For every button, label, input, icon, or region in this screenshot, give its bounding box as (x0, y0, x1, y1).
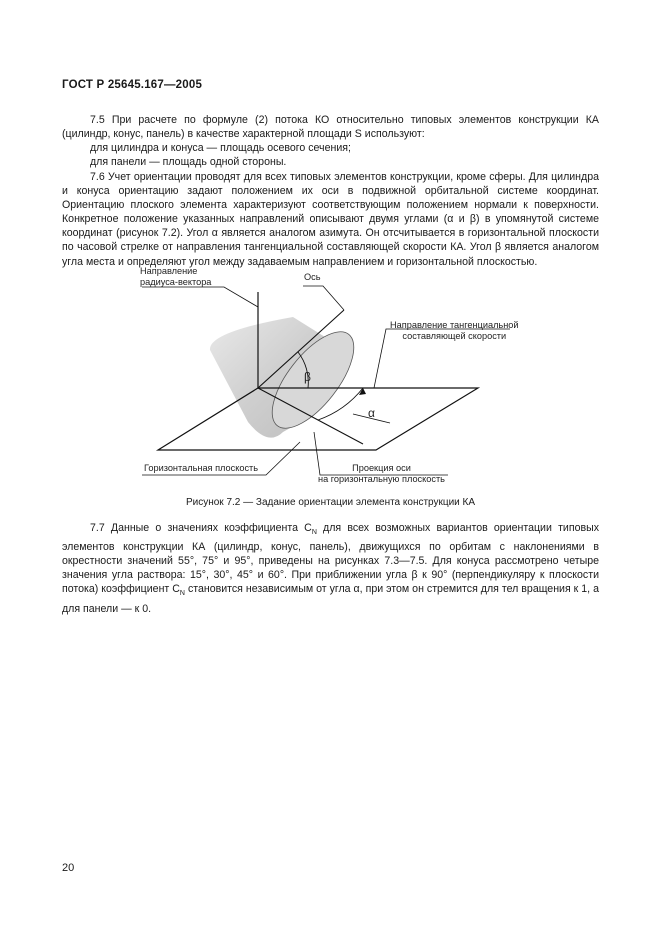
section-7-5 (62, 113, 599, 169)
label-axis: Ось (304, 272, 321, 282)
section-7-6 (62, 170, 599, 269)
leader-axis (303, 286, 344, 310)
list-item-panel: для панели — площадь одной стороны. (90, 156, 287, 169)
label-axis-projection: Проекция оси на горизонтальную плоскость (318, 463, 445, 484)
paragraph-7-6: 7.6 Учет ориентации проводят для всех типовых элементов конструкции, кроме сферы. Для цилиндра и конуса ориентацию задают положением их оси в подвижной орбитальной системе координат. Ориентацию плоского элемента характеризуют соответствующим положением нормали к поверхности. Конкретное положение указанных направлений описывают двумя углами (α и β) в упомянутой системе координат (рисунок 7.2). Угол α является аналогом азимута. Он отсчитывается в горизонтальной плоскости по часовой стрелке от направления тангенциальной составляющей скорости КА. Угол β является аналогом угла места и определяют угол между задаваемым направлением и горизонтальной плоскостью. (62, 171, 599, 268)
label-beta: β (304, 370, 311, 384)
paragraph-7-5: 7.5 При расчете по формуле (2) потока КО относительно типовых элементов конструкции КА (цилиндр, конус, панель) в качестве характерной площади S используют: (62, 114, 599, 141)
section-7-7 (62, 521, 599, 616)
leader-radius-vector (142, 287, 258, 307)
label-horizontal-plane: Горизонтальная плоскость (144, 463, 259, 473)
label-alpha: α (368, 406, 375, 420)
paragraph-7-7: 7.7 Данные о значениях коэффициента $C_N$ для всех возможных вариантов ориентации типовых элементов конструкции КА (цилиндр, конус, панель), движущихся по орбитам с наклонениями в окрестности значений 55°, 75° и 95°, приведены на рисунках 7.3—7.5. Для конуса рассмотрено четыре значения угла раствора: 15°, 30°, 45° и 60°. При приближении угла β к 90° (перпендикуляру к плоскости потока) коэффициент $C_N$ становится независимым от угла α, при этом он стремится для тел вращения к 1, а для панели — к 0. (62, 522, 599, 615)
document-header: ГОСТ Р 25645.167—2005 (62, 79, 203, 91)
figure-7-2 (118, 262, 543, 490)
label-radius-vector: Направление радиуса-вектора (140, 266, 212, 287)
page-number: 20 (62, 862, 75, 874)
orientation-diagram (118, 262, 543, 490)
figure-caption: Рисунок 7.2 — Задание ориентации элемента конструкции КА (185, 497, 476, 508)
label-tangential: Направление тангенциальной составляющей скорости (390, 320, 519, 341)
list-item-cylinder-cone: для цилиндра и конуса — площадь осевого сечения; (90, 142, 351, 155)
